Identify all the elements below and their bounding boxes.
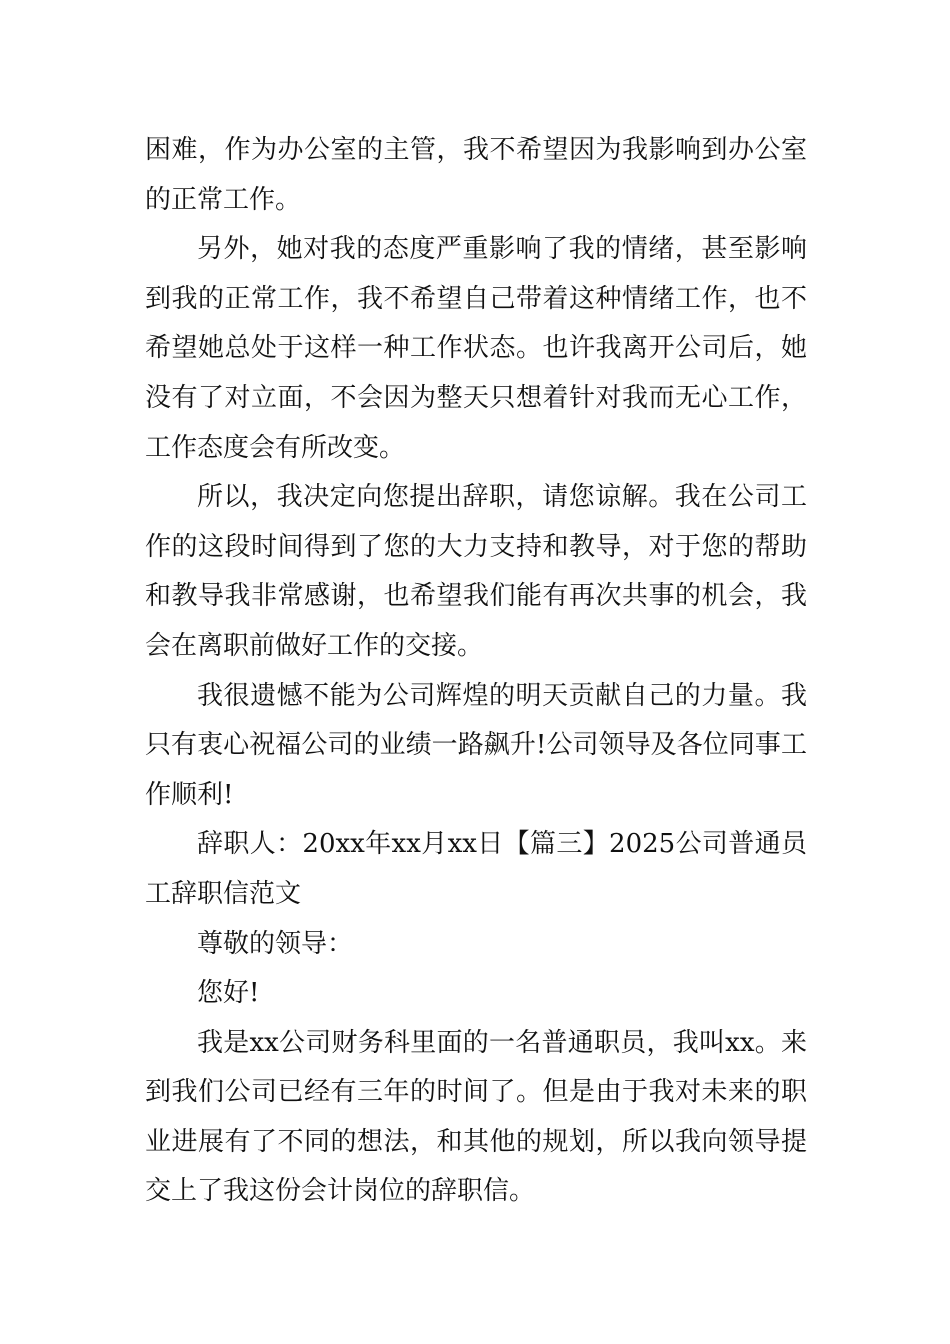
paragraph-continuation: 困难，作为办公室的主管，我不希望因为我影响到办公室的正常工作。: [145, 135, 807, 215]
paragraph-greeting: 您好!: [197, 978, 260, 1009]
letter-body: [145, 126, 807, 1217]
paragraph-salutation: 尊敬的领导：: [197, 928, 354, 959]
paragraph-regret-blessing: 我很遗憾不能为公司辉煌的明天贡献自己的力量。我只有衷心祝福公司的业绩一路飙升!公司领导及各位同事工作顺利!: [145, 680, 807, 810]
paragraph-colleague-attitude: 另外，她对我的态度严重影响了我的情绪，甚至影响到我的正常工作，我不希望自己带着这种情绪工作，也不希望她总处于这样一种工作状态。也许我离开公司后，她没有了对立面，不会因为整天只想着针对我而无心工作，工作态度会有所改变。: [145, 234, 807, 463]
paragraph-introduction: 我是xx公司财务科里面的一名普通职员，我叫xx。来到我们公司已经有三年的时间了。但是由于我对未来的职业进展有了不同的想法，和其他的规划，所以我向领导提交上了我这份会计岗位的辞职信。: [145, 1027, 807, 1207]
paragraph-resignation-decision: 所以，我决定向您提出辞职，请您谅解。我在公司工作的这段时间得到了您的大力支持和教导，对于您的帮助和教导我非常感谢，也希望我们能有再次共事的机会，我会在离职前做好工作的交接。: [145, 482, 807, 661]
paragraph-signature-and-section-title: 辞职人：20xx年xx月xx日【篇三】2025公司普通员工辞职信范文: [145, 829, 807, 909]
